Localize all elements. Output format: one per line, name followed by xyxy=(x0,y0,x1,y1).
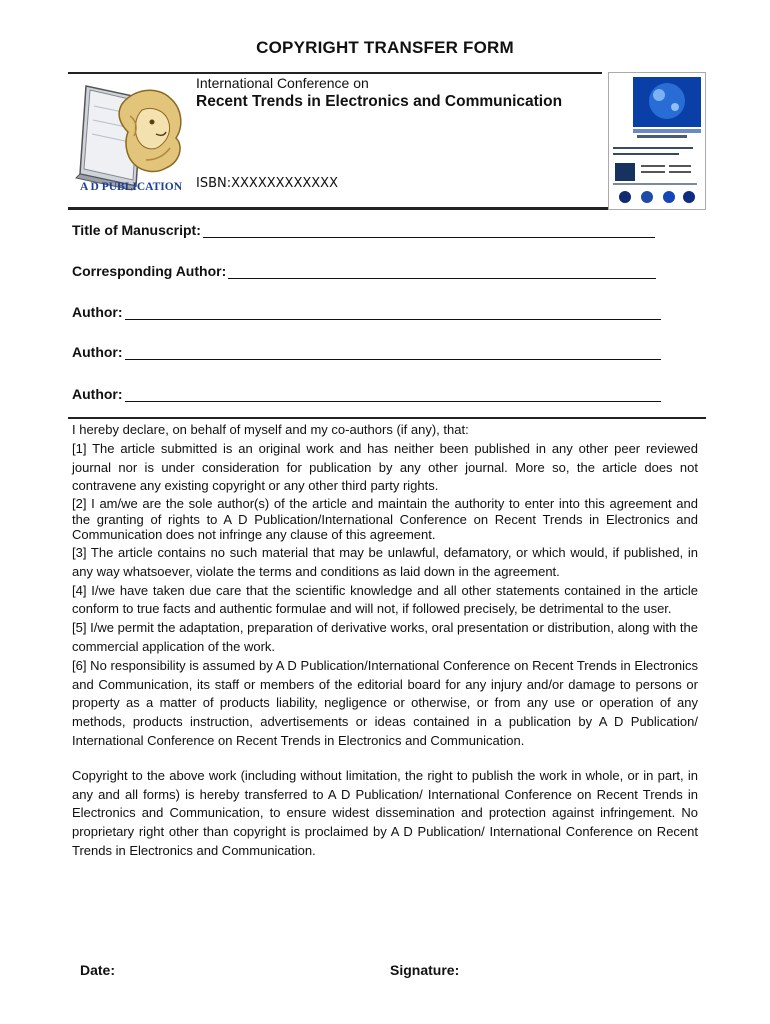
section-divider xyxy=(68,417,706,419)
manuscript-title-field[interactable] xyxy=(72,222,655,238)
corresponding-author-line[interactable] xyxy=(228,264,656,279)
declaration-body xyxy=(72,421,698,861)
author-field-2[interactable] xyxy=(72,344,661,360)
declaration-item-3: [3] The article contains no such material that may be unlawful, defamatory, or which would, if published, in any way whatsoever, violate the terms and conditions as laid down in the agreement. xyxy=(72,544,698,579)
form-title: COPYRIGHT TRANSFER FORM xyxy=(256,38,514,57)
conference-name: Recent Trends in Electronics and Communication xyxy=(196,93,563,110)
isbn: ISBN:XXXXXXXXXXXX xyxy=(196,176,338,191)
declaration-item-4: [4] I/we have taken due care that the scientific knowledge and all other statements contained in the article conform to true facts and authentic formulae and will not, if followed precisely, be detrimental to the user. xyxy=(72,582,698,617)
declaration-item-2: [2] I am/we are the sole author(s) of the article and maintain the authority to enter into this agreement and the granting of rights to A D Publication/International Conference on Recent Trends in Electronics and Communication does not infringe any clause of this agreement. xyxy=(72,496,698,543)
author-line-3[interactable] xyxy=(125,387,661,402)
author-field-1[interactable] xyxy=(72,304,661,320)
publisher-logo-text: A D PUBLICATION xyxy=(79,181,183,193)
proceedings-cover-image xyxy=(608,72,706,210)
conference-intro: International Conference on xyxy=(196,75,369,91)
author-field-3[interactable] xyxy=(72,386,661,402)
declaration-item-5: [5] I/we permit the adaptation, preparation of derivative works, oral presentation or distribution, along with the commercial application of the work. xyxy=(72,620,698,654)
corresponding-author-field[interactable] xyxy=(72,263,656,279)
signature-field[interactable]: Signature: xyxy=(390,962,460,978)
manuscript-title-line[interactable] xyxy=(203,223,655,238)
author-label-2: Author: xyxy=(72,344,123,360)
copyright-transfer-paragraph: Copyright to the above work (including without limitation, the right to publish the work in whole, or in part, in any and all forms) is hereby transferred to A D Publication/ International Conference on Recent Trends in Electronics and Communication, to ensure widest dissemination and protection against infringement. No proprietary right other than copyright is proclaimed by A D Publication/ International Conference on Recent Trends in Electronics and Communication. xyxy=(72,767,698,858)
date-field[interactable]: Date: xyxy=(80,962,116,978)
author-label-1: Author: xyxy=(72,304,123,320)
corresponding-author-label: Corresponding Author: xyxy=(72,263,227,279)
author-line-2[interactable] xyxy=(125,345,661,360)
header-top-rule xyxy=(68,72,602,74)
declaration-item-1: [1] The article submitted is an original work and has neither been published in any other peer reviewed journal nor is under consideration for publication by any other journal. More so, the article does not contravene any existing copyright or any other third party rights. xyxy=(72,440,698,494)
publisher-logo-icon xyxy=(72,76,190,198)
author-label-3: Author: xyxy=(72,386,123,402)
author-line-1[interactable] xyxy=(125,305,661,320)
manuscript-title-label: Title of Manuscript: xyxy=(72,222,201,238)
declaration-item-6: [6] No responsibility is assumed by A D Publication/International Conference on Recent Trends in Electronics and Communication, its staff or members of the editorial board for any injury and/or damage to persons or property as a matter of products liability, negligence or otherwise, or from any use or operation of any methods, products instruction, advertisements or ideas contained in a publication by A D Publication/ International Conference on Recent Trends in Electronics and Communication. xyxy=(72,657,698,748)
declaration-intro: I hereby declare, on behalf of myself and my co-authors (if any), that: xyxy=(72,422,469,437)
